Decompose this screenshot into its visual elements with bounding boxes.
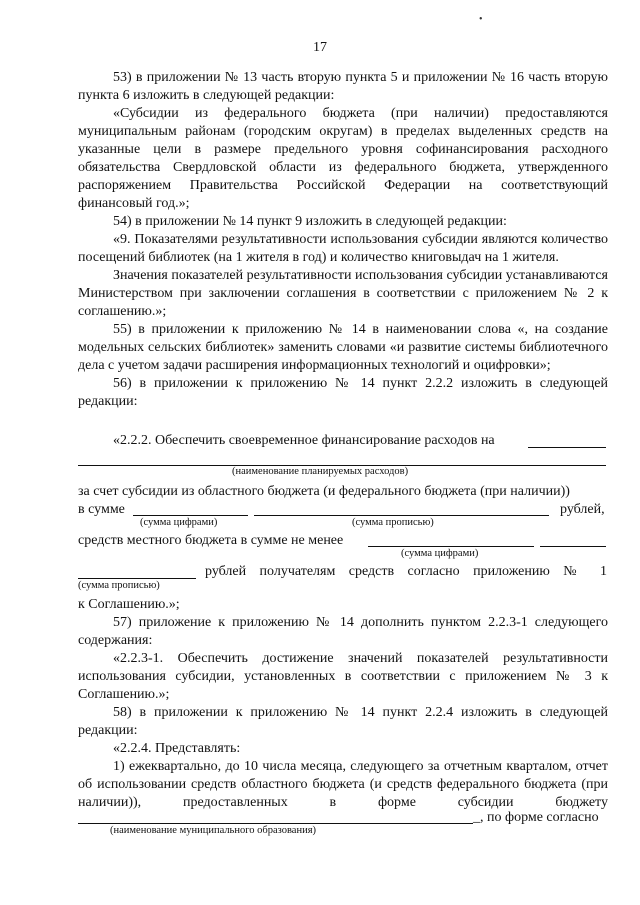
caption-recipients-words: (сумма прописью) — [78, 580, 160, 591]
blank-local-digits — [368, 546, 534, 547]
paragraph-53: 53) в приложении № 13 часть вторую пункта 5 и приложении № 16 часть вторую пункта 6 изложить в следующей редакции: — [78, 70, 608, 103]
form-line-2-2-2: «2.2.2. Обеспечить своевременное финансирование расходов на — [113, 433, 495, 448]
blank-line — [528, 447, 606, 448]
paragraph-55: 55) в приложении к приложению № 14 в наименовании слова «, на создание модельных сельских библиотек» заменить словами «и развитие системы библиотечного дела с учетом задачи расширения информационных технологий и оцифровки»; — [78, 322, 608, 373]
blank-municipality — [78, 823, 473, 824]
paragraph-57: 57) приложение к приложению № 14 дополнить пунктом 2.2.3-1 следующего содержания: — [78, 615, 608, 648]
form-by-form: _, по форме согласно — [473, 810, 599, 825]
corner-mark: • — [479, 14, 483, 25]
paragraph-58: 58) в приложении к приложению № 14 пункт 2.2.4 изложить в следующей редакции: — [78, 705, 608, 738]
form-rubles: рублей, — [560, 502, 605, 517]
blank-recipients-words — [78, 578, 196, 579]
paragraph-54: 54) в приложении № 14 пункт 9 изложить в следующей редакции: — [113, 214, 507, 229]
form-local-budget: средств местного бюджета в сумме не менее — [78, 533, 344, 548]
paragraph-subsidy-quote: «Субсидии из федерального бюджета (при наличии) предоставляются муниципальным районам (городским округам) в пределах выделенных средств на указанные цели в размере предельного уровня софинансирования расходного обязательства Свердловской области из федерального бюджета, утвержденного распоряжением Правительства Российской Федерации на соответствующий финансовый год.»; — [78, 106, 608, 211]
caption-sum-digits: (сумма цифрами) — [140, 517, 218, 528]
form-to-agreement: к Соглашению.»; — [78, 597, 180, 612]
paragraph-2-2-3-1: «2.2.3-1. Обеспечить достижение значений показателей результативности использования субсидии, установленных в соответствии с приложением № 3 к Соглашению.»; — [78, 651, 608, 702]
text-block-1 — [78, 69, 608, 411]
page-number: 17 — [313, 40, 327, 55]
text-block-2 — [78, 614, 608, 812]
paragraph-56: 56) в приложении к приложению № 14 пункт 2.2.2 изложить в следующей редакции: — [78, 376, 608, 409]
caption-sum-words: (сумма прописью) — [352, 517, 434, 528]
caption-local-digits: (сумма цифрами) — [401, 548, 479, 559]
paragraph-2-2-4: «2.2.4. Представлять: — [113, 741, 241, 756]
paragraph-9-quote: «9. Показателями результативности использования субсидии являются количество посещений библиотек (на 1 жителя в год) и количество книговыдач на 1 жителя. — [78, 232, 608, 265]
form-recipients: рублей получателям средств согласно приложению № 1 — [205, 564, 607, 579]
caption-expenses: (наименование планируемых расходов) — [232, 466, 409, 477]
form-in-sum: в сумме — [78, 502, 125, 517]
blank-local-digits-2 — [540, 546, 606, 547]
caption-municipality: (наименование муниципального образования) — [110, 825, 317, 836]
paragraph-quarterly-report: 1) ежеквартально, до 10 числа месяца, следующего за отчетным кварталом, отчет об использовании средств областного бюджета (и средств федерального бюджета (при наличии)), предоставленных в форме субсидии бюджету — [78, 759, 608, 810]
form-line-subsidy: за счет субсидии из областного бюджета (и федерального бюджета (при наличии)) — [78, 484, 570, 499]
blank-sum-words — [254, 515, 549, 516]
blank-sum-digits — [133, 515, 248, 516]
paragraph-indicators: Значения показателей результативности использования субсидии устанавливаются Министерством при заключении соглашения в соответствии с приложением № 2 к соглашению.»; — [78, 268, 608, 319]
